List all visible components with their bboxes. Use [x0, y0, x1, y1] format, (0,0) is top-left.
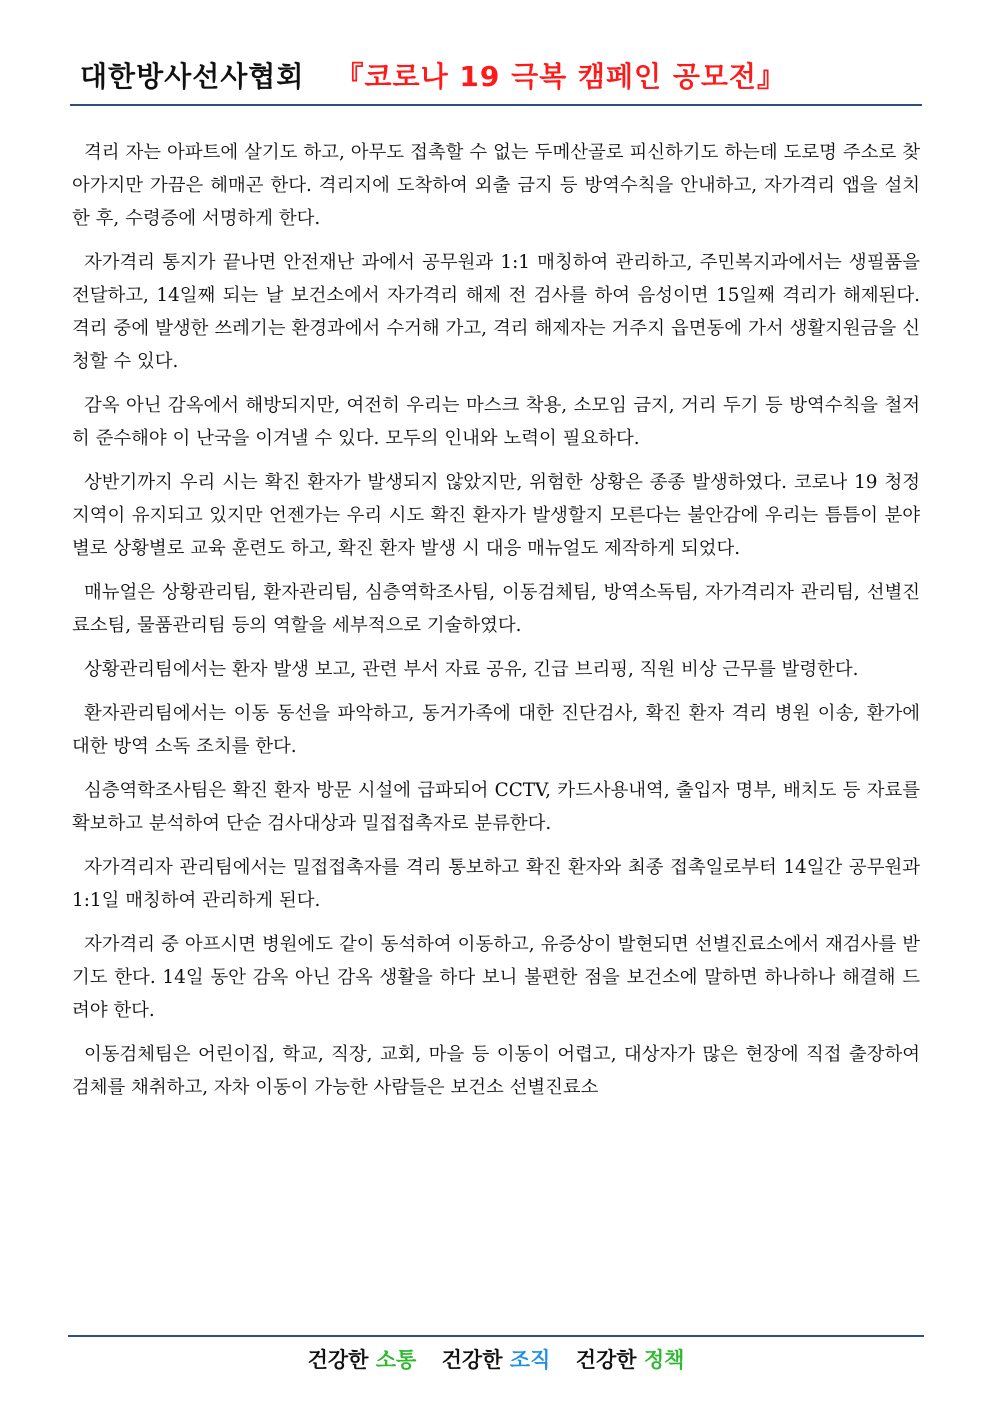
organization-name: 대한방사선사협회	[80, 60, 305, 93]
paragraph: 격리 자는 아파트에 살기도 하고, 아무도 접촉할 수 없는 두메산골로 피신하기도 하는데 도로명 주소로 찾아가지만 가끔은 헤매곤 한다. 격리지에 도착하여 외출 금지 등 방역수칙을 안내하고, 자가격리 앱을 설치한 후, 수령증에 서명하게 한다.	[72, 142, 920, 229]
paragraph: 매뉴얼은 상황관리팀, 환자관리팀, 심층역학조사팀, 이동검체팀, 방역소독팀, 자가격리자 관리팀, 선별진료소팀, 물품관리팀 등의 역할을 세부적으로 기술하였다.	[72, 582, 920, 636]
document-body	[72, 136, 920, 1115]
paragraph: 상반기까지 우리 시는 확진 환자가 발생되지 않았지만, 위험한 상황은 종종 발생하였다. 코로나 19 청정지역이 유지되고 있지만 언젠가는 우리 시도 확진 환자가 발생할지 모른다는 불안감에 우리는 틈틈이 분야별로 상황별로 교육 훈련도 하고, 확진 환자 발생 시 대응 매뉴얼도 제작하게 되었다.	[72, 472, 920, 559]
paragraph: 감옥 아닌 감옥에서 해방되지만, 여전히 우리는 마스크 착용, 소모임 금지, 거리 두기 등 방역수칙을 철저히 준수해야 이 난국을 이겨낼 수 있다. 모두의 인내와 노력이 필요하다.	[72, 395, 920, 449]
paragraph: 자가격리자 관리팀에서는 밀접접촉자를 격리 통보하고 확진 환자와 최종 접촉일로부터 14일간 공무원과 1:1일 매칭하여 관리하게 된다.	[72, 857, 920, 911]
footer-divider	[68, 1335, 924, 1337]
slogan-word-communication: 소통	[375, 1348, 417, 1372]
slogan-prefix: 건강한	[441, 1348, 510, 1372]
slogan-word-organization: 조직	[509, 1348, 551, 1372]
document-header	[80, 55, 920, 99]
paragraph: 환자관리팀에서는 이동 동선을 파악하고, 동거가족에 대한 진단검사, 확진 환자 격리 병원 이송, 환가에 대한 방역 소독 조치를 한다.	[72, 703, 920, 757]
paragraph: 자가격리 통지가 끝나면 안전재난 과에서 공무원과 1:1 매칭하여 관리하고, 주민복지과에서는 생필품을 전달하고, 14일째 되는 날 보건소에서 자가격리 해제 전 검사를 하여 음성이면 15일째 격리가 해제된다. 격리 중에 발생한 쓰레기는 환경과에서 수거해 가고, 격리 해제자는 거주지 읍면동에 가서 생활지원금을 신청할 수 있다.	[72, 252, 920, 372]
slogan-prefix: 건강한	[575, 1348, 644, 1372]
campaign-title: 『코로나 19 극복 캠페인 공모전』	[335, 60, 786, 93]
paragraph: 상황관리팀에서는 환자 발생 보고, 관련 부서 자료 공유, 긴급 브리핑, 직원 비상 근무를 발령한다.	[84, 659, 859, 680]
slogan-word-policy: 정책	[643, 1348, 685, 1372]
paragraph: 심층역학조사팀은 확진 환자 방문 시설에 급파되어 CCTV, 카드사용내역, 출입자 명부, 배치도 등 자료를 확보하고 분석하여 단순 검사대상과 밀접접촉자로 분류한다.	[72, 780, 920, 834]
footer-slogan	[0, 1344, 992, 1374]
header-divider	[70, 104, 922, 106]
slogan-prefix: 건강한	[307, 1348, 376, 1372]
paragraph: 자가격리 중 아프시면 병원에도 같이 동석하여 이동하고, 유증상이 발현되면 선별진료소에서 재검사를 받기도 한다. 14일 동안 감옥 아닌 감옥 생활을 하다 보니 불편한 점을 보건소에 말하면 하나하나 해결해 드려야 한다.	[72, 934, 920, 1021]
paragraph: 이동검체팀은 어린이집, 학교, 직장, 교회, 마을 등 이동이 어렵고, 대상자가 많은 현장에 직접 출장하여 검체를 채취하고, 자차 이동이 가능한 사람들은 보건소 선별진료소	[72, 1044, 920, 1098]
